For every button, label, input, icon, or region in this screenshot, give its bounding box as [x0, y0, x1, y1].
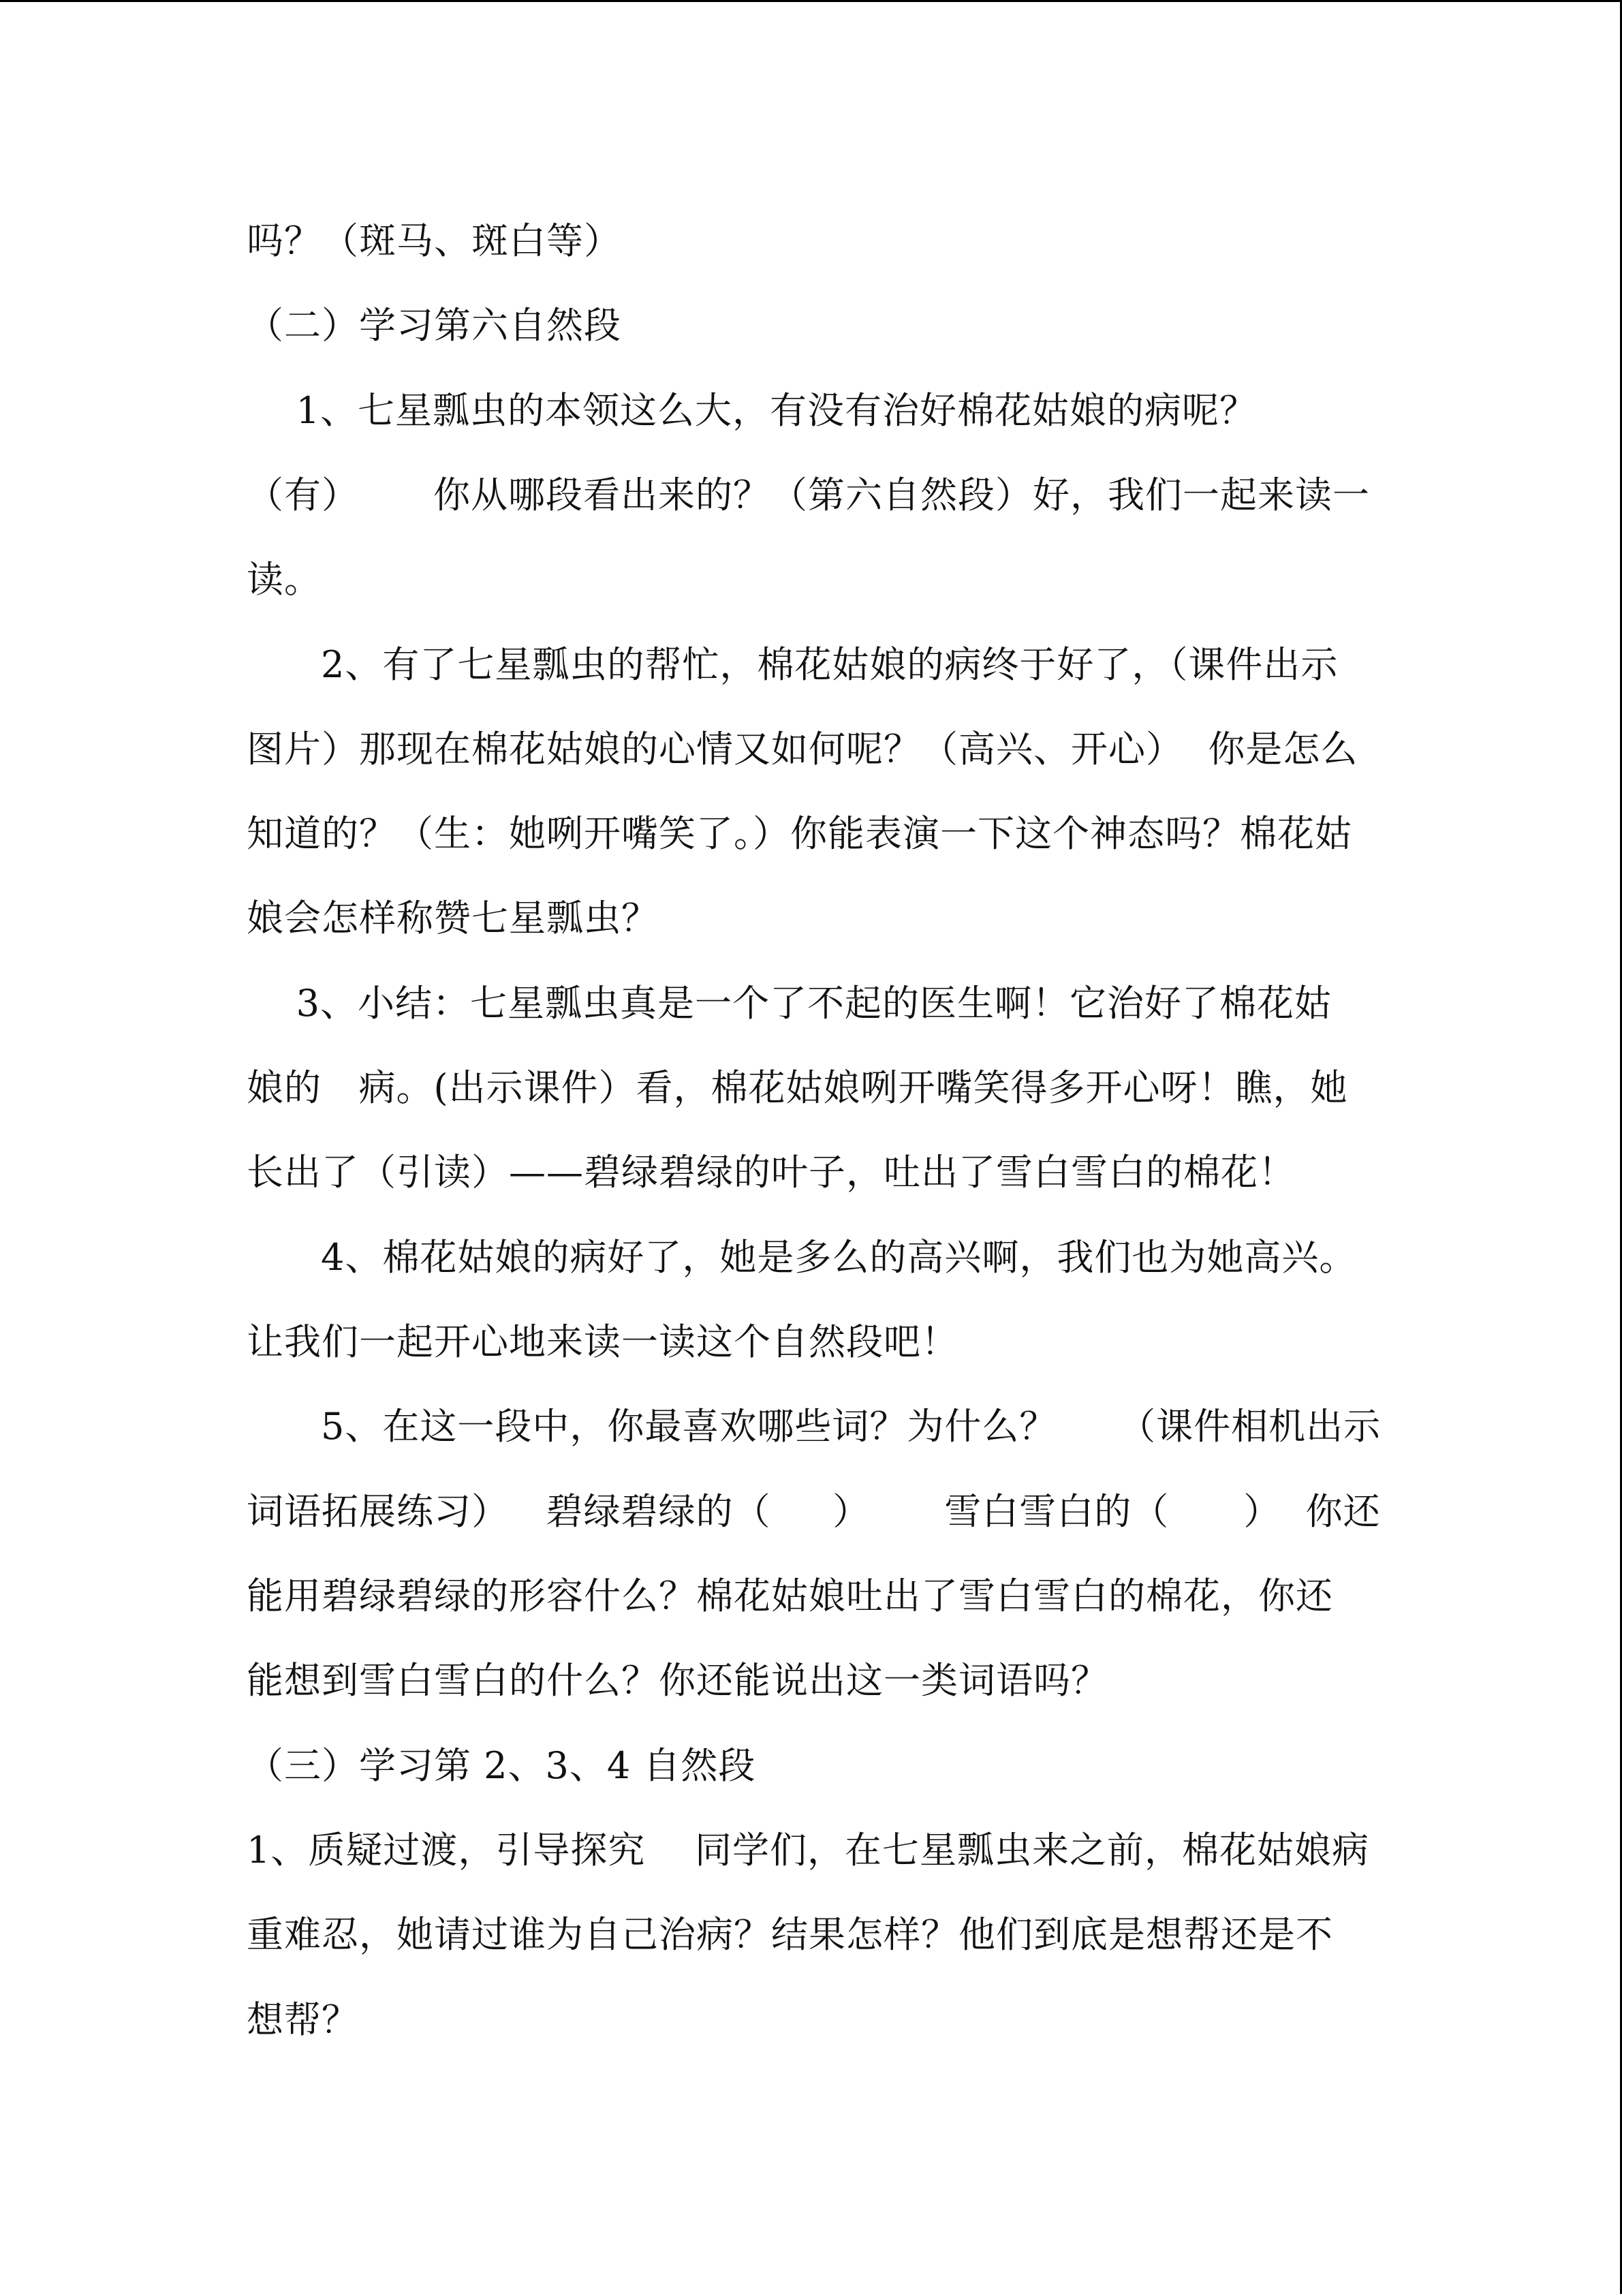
text-line: 娘会怎样称赞七星瓢虫？ [247, 897, 659, 940]
text-line: 吗？（斑马、斑白等） [247, 219, 621, 262]
text-line: 读。 [247, 558, 322, 601]
text-line: 重难忍，她请过谁为自己治病？结果怎样？他们到底是想帮还是不 [247, 1913, 1333, 1956]
text-line: 长出了（引读）——碧绿碧绿的叶子，吐出了雪白雪白的棉花！ [247, 1151, 1296, 1194]
text-line: 想帮？ [247, 1998, 359, 2041]
text-line: 5、在这一段中，你最喜欢哪些词？为什么？ （课件相机出示 [247, 1405, 1382, 1448]
text-line: 能想到雪白雪白的什么？你还能说出这一类词语吗？ [247, 1659, 1108, 1702]
section-heading: （二）学习第六自然段 [247, 304, 621, 347]
text-line: 图片）那现在棉花姑娘的心情又如何呢？（高兴、开心） 你是怎么 [247, 728, 1358, 771]
document-page [0, 2, 1622, 2296]
text-line: 能用碧绿碧绿的形容什么？棉花姑娘吐出了雪白雪白的棉花，你还 [247, 1574, 1333, 1617]
text-line: 2、有了七星瓢虫的帮忙，棉花姑娘的病终于好了，（课件出示 [247, 643, 1339, 686]
text-line: 4、棉花姑娘的病好了，她是多么的高兴啊，我们也为她高兴。 [247, 1236, 1357, 1279]
text-line: （有） 你从哪段看出来的？（第六自然段）好，我们一起来读一 [247, 474, 1370, 516]
text-line: 让我们一起开心地来读一读这个自然段吧！ [247, 1320, 958, 1363]
text-line: 知道的？（生：她咧开嘴笑了。）你能表演一下这个神态吗？棉花姑 [247, 812, 1352, 855]
text-line: 娘的 病。(出示课件）看，棉花姑娘咧开嘴笑得多开心呀！瞧，她 [247, 1066, 1348, 1109]
text-line: 1、七星瓢虫的本领这么大，有没有治好棉花姑娘的病呢？ [247, 389, 1258, 432]
text-line: 3、小结：七星瓢虫真是一个了不起的医生啊！它治好了棉花姑 [247, 982, 1332, 1025]
text-line: 词语拓展练习） 碧绿碧绿的（ ） 雪白雪白的（ ） 你还 [247, 1490, 1381, 1533]
text-line: 1、质疑过渡，引导探究 同学们，在七星瓢虫来之前，棉花姑娘病 [247, 1829, 1370, 1872]
section-heading: （三）学习第 2、3、4 自然段 [247, 1744, 756, 1787]
